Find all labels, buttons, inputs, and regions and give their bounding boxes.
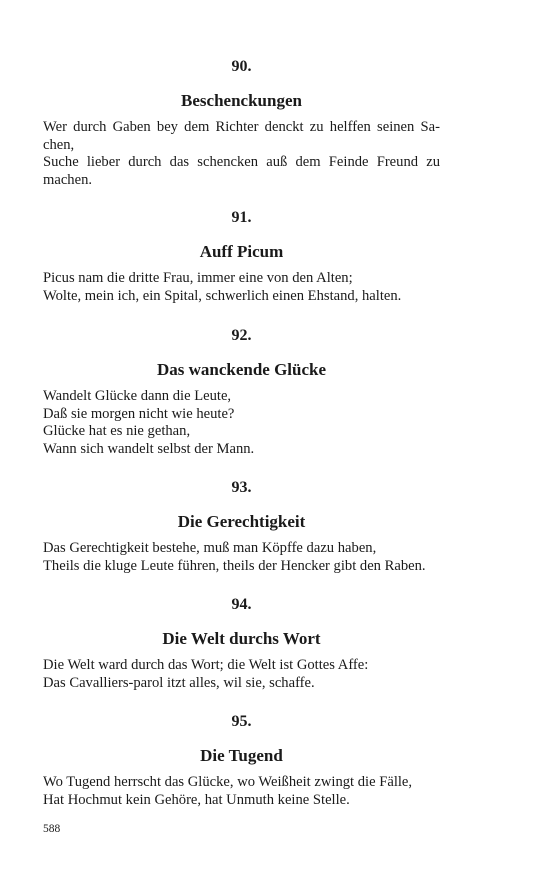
poem-lines: [43, 119, 440, 189]
poem-number: 94.: [231, 596, 252, 613]
page-number: 588: [43, 823, 61, 835]
poem-title: Die Welt durchs Wort: [162, 629, 321, 648]
poem-title: Die Gerechtigkeit: [177, 512, 306, 531]
poem-line: Picus nam die dritte Frau, immer eine von den Alten;: [43, 270, 353, 286]
poem-lines: [43, 540, 440, 575]
poem-91: [43, 209, 440, 305]
poem-line: Die Welt ward durch das Wort; die Welt ist Gottes Affe:: [43, 657, 369, 673]
poem-line: chen,: [43, 136, 75, 153]
poem-90: [43, 58, 440, 189]
poem-line: Wann sich wandelt selbst der Mann.: [43, 440, 255, 457]
poem-line: Suche lieber durch das schencken auß dem Feinde Freund zu: [43, 154, 440, 170]
poem-line: Wer durch Gaben bey dem Richter denckt zu helffen seinen Sa-: [43, 119, 440, 135]
poem-lines: [43, 774, 440, 809]
poem-number: 95.: [231, 713, 252, 730]
poem-number: 93.: [231, 479, 252, 496]
poem-93: [43, 479, 440, 575]
poem-line: Das Gerechtigkeit bestehe, muß man Köpffe dazu haben,: [43, 540, 377, 556]
poem-title: Beschenckungen: [181, 91, 302, 110]
poem-line: Das Cavalliers-parol itzt alles, wil sie, schaffe.: [43, 674, 315, 691]
poem-lines: [43, 657, 440, 692]
poem-line: Daß sie morgen nicht wie heute?: [43, 405, 235, 422]
poem-95: [43, 713, 440, 809]
poem-lines: [43, 388, 440, 458]
book-page: [43, 0, 440, 880]
poem-title: Die Tugend: [200, 746, 283, 765]
poem-line: Hat Hochmut kein Gehöre, hat Unmuth keine Stelle.: [43, 791, 350, 808]
poem-lines: [43, 270, 440, 305]
poem-line: Wandelt Glücke dann die Leute,: [43, 388, 232, 404]
poem-number: 91.: [231, 209, 252, 226]
poem-number: 92.: [231, 327, 252, 344]
poem-line: machen.: [43, 171, 93, 188]
poem-line: Wo Tugend herrscht das Glücke, wo Weißheit zwingt die Fälle,: [43, 774, 413, 790]
poem-line: Theils die kluge Leute führen, theils der Hencker gibt den Raben.: [43, 557, 426, 574]
poem-line: Glücke hat es nie gethan,: [43, 423, 191, 439]
poem-line: Wolte, mein ich, ein Spital, schwerlich einen Ehstand, halten.: [43, 287, 402, 304]
poem-title: Auff Picum: [199, 242, 284, 261]
poem-title: Das wanckende Glücke: [156, 360, 327, 379]
poem-92: [43, 327, 440, 458]
poem-number: 90.: [231, 58, 252, 75]
poem-94: [43, 596, 440, 692]
